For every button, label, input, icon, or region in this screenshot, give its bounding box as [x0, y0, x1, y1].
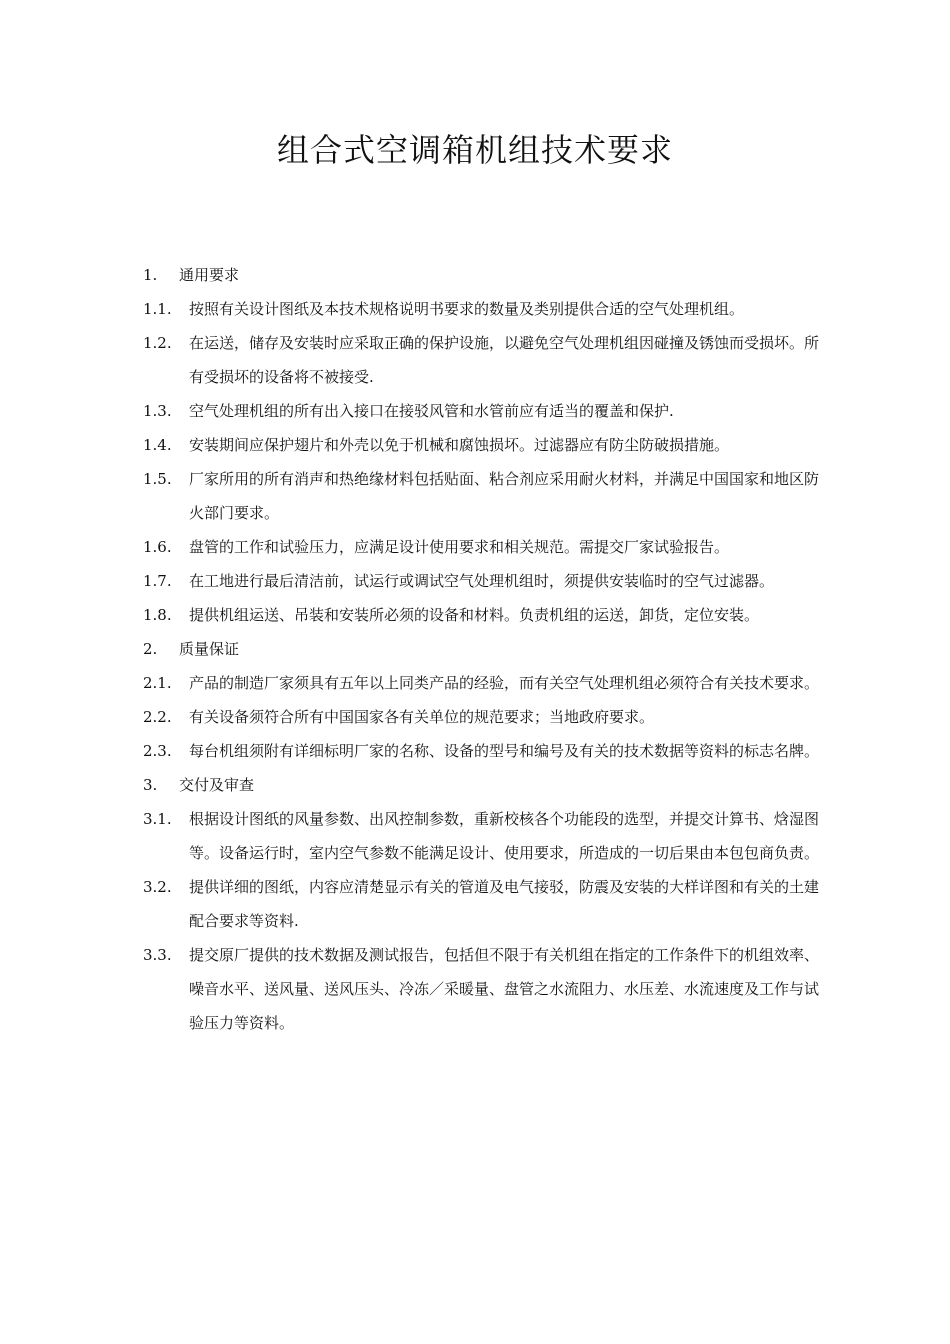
item-number: 1.8. [143, 606, 172, 624]
item-number: 1.2. [143, 334, 172, 352]
item-number: 1.4. [143, 436, 172, 454]
item-number: 3.1. [143, 810, 172, 828]
clause-item [143, 292, 833, 326]
item-text: 质量保证 [179, 640, 240, 658]
item-number: 2.3. [143, 742, 172, 760]
item-text: 提供详细的图纸，内容应清楚显示有关的管道及电气接驳，防震及安装的大样详图和有关的土建配合要求等资料. [189, 878, 820, 930]
item-number: 1.6. [143, 538, 172, 556]
item-text: 在运送，储存及安装时应采取正确的保护设施，以避免空气处理机组因碰撞及锈蚀而受损坏。所有受损坏的设备将不被接受. [189, 334, 820, 386]
section-heading [143, 768, 833, 802]
item-text: 有关设备须符合所有中国国家各有关单位的规范要求；当地政府要求。 [189, 708, 655, 726]
clause-item [143, 530, 833, 564]
item-text: 盘管的工作和试验压力，应满足设计使用要求和相关规范。需提交厂家试验报告。 [189, 538, 730, 556]
item-text: 通用要求 [179, 266, 240, 284]
item-text: 提供机组运送、吊装和安装所必须的设备和材料。负责机组的运送，卸货，定位安装。 [189, 606, 760, 624]
clause-item [143, 462, 833, 530]
item-number: 2. [143, 640, 158, 658]
section-heading [143, 632, 833, 666]
clause-item [143, 428, 833, 462]
item-number: 1.7. [143, 572, 172, 590]
clause-item [143, 802, 833, 870]
clause-item [143, 700, 833, 734]
item-text: 根据设计图纸的风量参数、出风控制参数，重新校核各个功能段的选型，并提交计算书、焓湿图等。设备运行时，室内空气参数不能满足设计、使用要求，所造成的一切后果由本包包商负责。 [189, 810, 820, 862]
clause-item [143, 938, 833, 1040]
clause-item [143, 734, 833, 768]
item-number: 1.5. [143, 470, 172, 488]
item-number: 1.1. [143, 300, 172, 318]
clause-item [143, 394, 833, 428]
document-body [143, 258, 833, 1040]
item-number: 2.2. [143, 708, 172, 726]
item-text: 产品的制造厂家须具有五年以上同类产品的经验，而有关空气处理机组必须符合有关技术要求。 [189, 674, 820, 692]
clause-item [143, 326, 833, 394]
item-number: 3. [143, 776, 158, 794]
item-text: 每台机组须附有详细标明厂家的名称、设备的型号和编号及有关的技术数据等资料的标志名牌。 [189, 742, 820, 760]
item-text: 按照有关设计图纸及本技术规格说明书要求的数量及类别提供合适的空气处理机组。 [189, 300, 745, 318]
item-text: 安装期间应保护翅片和外壳以免于机械和腐蚀损坏。过滤器应有防尘防破损措施。 [189, 436, 730, 454]
item-number: 1. [143, 266, 158, 284]
item-text: 在工地进行最后清洁前，试运行或调试空气处理机组时，须提供安装临时的空气过滤器。 [189, 572, 775, 590]
item-number: 1.3. [143, 402, 172, 420]
clause-item [143, 870, 833, 938]
item-number: 3.2. [143, 878, 172, 896]
item-text: 提交原厂提供的技术数据及测试报告，包括但不限于有关机组在指定的工作条件下的机组效率、噪音水平、送风量、送风压头、冷冻／采暖量、盘管之水流阻力、水压差、水流速度及工作与试验压力等资料。 [189, 946, 820, 1032]
item-text: 厂家所用的所有消声和热绝缘材料包括贴面、粘合剂应采用耐火材料，并满足中国国家和地区防火部门要求。 [189, 470, 820, 522]
clause-item [143, 564, 833, 598]
clause-item [143, 666, 833, 700]
section-heading [143, 258, 833, 292]
document-title: 组合式空调箱机组技术要求 [276, 131, 673, 169]
item-text: 空气处理机组的所有出入接口在接驳风管和水管前应有适当的覆盖和保护. [189, 402, 674, 420]
item-text: 交付及审查 [179, 776, 255, 794]
item-number: 2.1. [143, 674, 172, 692]
clause-item [143, 598, 833, 632]
item-number: 3.3. [143, 946, 172, 964]
